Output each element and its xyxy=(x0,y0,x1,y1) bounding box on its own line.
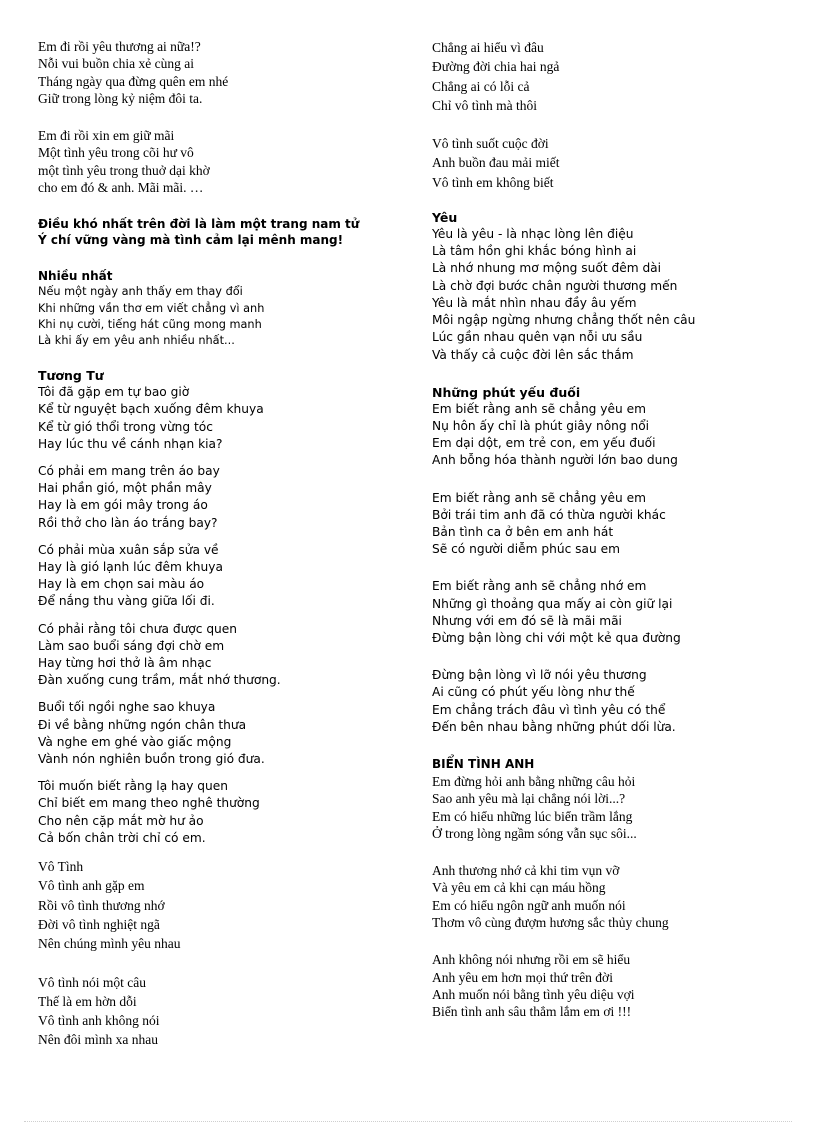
poem-line: Đừng bận lòng vì lỡ nói yêu thương xyxy=(432,668,647,683)
poem-line: Là khi ấy em yêu anh nhiều nhất... xyxy=(38,333,235,347)
poem-line: Em chẳng trách đâu vì tình yêu có thể xyxy=(432,702,666,717)
poem-line: Biển tình anh sâu thẳm lắm em ơi !!! xyxy=(432,1004,632,1020)
poem-line: Hai phần gió, một phần mây xyxy=(38,481,212,496)
poem-title: BIỂN TÌNH ANH xyxy=(432,756,535,771)
poem-line: Bởi trái tim anh đã có thừa người khác xyxy=(432,507,666,522)
poem-line: Làm sao buổi sáng đợi chờ em xyxy=(38,638,225,653)
poem-line: Em đi rồi yêu thương ai nữa!? xyxy=(38,39,201,54)
poem-line: Bản tình ca ở bên em anh hát xyxy=(432,524,614,539)
poem-line: Môi ngập ngừng nhưng chẳng thốt nên câu xyxy=(432,313,696,328)
poem-line: Em có hiểu những lúc biển trầm lắng xyxy=(432,808,633,824)
poem-line: Giữ trong lòng kỷ niệm đôi ta. xyxy=(38,90,203,106)
poem-line: Hay là gió lạnh lúc đêm khuya xyxy=(38,560,223,575)
poem-line: Và yêu em cả khi cạn máu hồng xyxy=(432,880,606,896)
poem-line: Tháng ngày qua đừng quên em nhé xyxy=(38,73,229,89)
poem-line: Anh buồn đau mải miết xyxy=(432,155,560,171)
poem-line: Vành nón nghiên buồn trong gió đưa. xyxy=(38,752,265,767)
poem-line: Hay là em gói mây trong áo xyxy=(38,498,208,513)
poem-line: Rồi thở cho làn áo trắng bay? xyxy=(38,515,218,530)
poem-vo-tinh xyxy=(38,857,418,1050)
poem-line: Có phải mùa xuân sắp sửa về xyxy=(38,542,219,557)
poem-line: Anh thương nhớ cả khi tim vụn vỡ xyxy=(432,863,620,879)
poem-line: Hay từng hơi thở là âm nhạc xyxy=(38,656,212,671)
poem-line: Có phải rằng tôi chưa được quen xyxy=(38,621,238,636)
poem-line: Em có hiểu ngôn ngữ anh muốn nói xyxy=(432,897,626,913)
poem-line: Nỗi vui buồn chia xẻ cùng ai xyxy=(38,56,194,72)
poem-vo-tinh-continued xyxy=(432,38,802,192)
poem-line: Và nghe em ghé vào giấc mộng xyxy=(38,734,232,749)
poem-line: Nhưng với em đó sẽ là mãi mãi xyxy=(432,613,622,628)
poem-line: Là tâm hồn ghi khắc bóng hình ai xyxy=(432,244,637,259)
poem-line: Yêu là mắt nhìn nhau đầy âu yếm xyxy=(432,295,637,310)
poem-nhieu-nhat xyxy=(38,268,418,349)
poem-line: Buổi tối ngồi nghe sao khuya xyxy=(38,700,216,715)
poem-line: Em biết rằng anh sẽ chẳng nhớ em xyxy=(432,579,647,594)
stanza-em-di-roi-2 xyxy=(38,127,418,196)
right-column xyxy=(432,38,802,1021)
poem-line: Vô tình em không biết xyxy=(432,174,554,190)
poem-line: Yêu là yêu - là nhạc lòng lên điệu xyxy=(432,227,634,242)
quote-block xyxy=(38,216,418,248)
poem-bien-tinh-anh xyxy=(432,756,802,1021)
poem-line: Lúc gần nhau quên vạn nỗi ưu sầu xyxy=(432,330,643,345)
poem-line: một tình yêu trong thuở dại khờ xyxy=(38,162,210,178)
poem-line: Thơm vô cùng đượm hương sắc thủy chung xyxy=(432,915,669,931)
poem-line: Tôi đã gặp em tự bao giờ xyxy=(38,385,190,400)
poem-nhung-phut-yeu-duoi xyxy=(432,384,802,736)
left-column xyxy=(38,38,418,1050)
quote-line: Ý chí vững vàng mà tình cảm lại mênh mang! xyxy=(38,233,344,248)
poem-yeu xyxy=(432,209,802,364)
poem-line: Em biết rằng anh sẽ chẳng yêu em xyxy=(432,401,646,416)
poem-line: Em đừng hỏi anh bằng những câu hỏi xyxy=(432,773,636,789)
poem-line: cho em đó & anh. Mãi mãi. … xyxy=(38,180,204,196)
poem-line: Ở trong lòng ngầm sóng vẫn sục sôi... xyxy=(432,825,637,841)
poem-line: Một tình yêu trong cõi hư vô xyxy=(38,145,194,161)
poem-line: Anh bỗng hóa thành người lớn bao dung xyxy=(432,453,678,468)
poem-line: Là chờ đợi bước chân người thương mến xyxy=(432,278,678,293)
poem-line: Nên chúng mình yêu nhau xyxy=(38,936,181,952)
poem-line: Đừng bận lòng chi với một kẻ qua đường xyxy=(432,630,681,645)
poem-line: Sao anh yêu mà lại chẳng nói lời...? xyxy=(432,791,626,807)
poem-line: Kể từ nguyệt bạch xuống đêm khuya xyxy=(38,402,264,417)
poem-line: Hay lúc thu về cánh nhạn kia? xyxy=(38,436,223,451)
poem-line: Nên đôi mình xa nhau xyxy=(38,1032,158,1048)
poem-line: Em đi rồi xin em giữ mãi xyxy=(38,128,175,144)
poem-line: Cho nên cặp mắt mờ hư ảo xyxy=(38,813,204,828)
poem-line: Chẳng ai có lỗi cả xyxy=(432,78,530,94)
poem-line: Anh yêu em hơn mọi thứ trên đời xyxy=(432,969,613,985)
poem-line: Tôi muốn biết rằng lạ hay quen xyxy=(38,779,228,794)
page-bottom-divider xyxy=(24,1121,792,1122)
poem-line: Nếu một ngày anh thấy em thay đổi xyxy=(38,285,243,299)
poem-line: Có phải em mang trên áo bay xyxy=(38,464,220,478)
poem-line: Chỉ vô tình mà thôi xyxy=(432,97,538,113)
poem-line: Đời vô tình nghiệt ngã xyxy=(38,916,160,932)
poem-line: Đàn xuống cung trầm, mắt nhớ thương. xyxy=(38,673,281,688)
poem-line: Ai cũng có phút yếu lòng như thế xyxy=(432,685,635,700)
poem-line: Vô tình suốt cuộc đời xyxy=(432,136,549,152)
quote-line: Điều khó nhất trên đời là làm một trang nam tử xyxy=(38,217,360,232)
poem-title: Vô Tình xyxy=(38,859,84,875)
poem-line: Chỉ biết em mang theo nghê thường xyxy=(38,796,260,811)
poem-line: Cả bốn chân trời chỉ có em. xyxy=(38,830,206,845)
poem-line: Chẳng ai hiểu vì đâu xyxy=(432,40,544,55)
poem-line: Đến bên nhau bằng những phút dối lừa. xyxy=(432,719,676,734)
poem-title: Tương Tư xyxy=(38,368,104,384)
poem-line: Là nhớ nhung mơ mộng suốt đêm dài xyxy=(432,261,662,276)
poem-line: Vô tình nói một câu xyxy=(38,974,146,990)
poem-line: Sẽ có người diễm phúc sau em xyxy=(432,542,620,557)
poem-line: Anh không nói nhưng rồi em sẽ hiểu xyxy=(432,952,631,968)
poem-line: Hay là em chọn sai màu áo xyxy=(38,577,205,592)
poem-line: Em dại dột, em trẻ con, em yếu đuối xyxy=(432,436,656,451)
poem-line: Vô tình anh không nói xyxy=(38,1013,160,1029)
poem-line: Nụ hôn ấy chỉ là phút giây nông nổi xyxy=(432,418,650,433)
poem-line: Vô tình anh gặp em xyxy=(38,878,145,894)
poem-line: Khi những vần thơ em viết chẳng vì anh xyxy=(38,301,265,315)
poem-line: Và thấy cả cuộc đời lên sắc thắm xyxy=(432,347,634,362)
poem-line: Đi về bằng những ngón chân thưa xyxy=(38,717,247,732)
stanza-em-di-roi-1 xyxy=(38,38,418,107)
poem-line: Những gì thoảng qua mấy ai còn giữ lại xyxy=(432,596,673,611)
poem-line: Đường đời chia hai ngả xyxy=(432,59,560,75)
poem-line: Em biết rằng anh sẽ chẳng yêu em xyxy=(432,490,646,505)
poem-line: Rồi vô tình thương nhớ xyxy=(38,897,165,913)
poem-title: Nhiều nhất xyxy=(38,269,113,284)
poem-line: Thế là em hờn dỗi xyxy=(38,993,137,1009)
poem-line: Anh muốn nói bằng tình yêu diệu vợi xyxy=(432,986,635,1002)
poem-title: Yêu xyxy=(432,210,458,226)
poem-tuong-tu xyxy=(38,367,418,847)
poem-title: Những phút yếu đuối xyxy=(432,384,581,400)
poem-line: Để nắng thu vàng giữa lối đi. xyxy=(38,594,215,609)
poem-line: Kể từ gió thổi trong vừng tóc xyxy=(38,419,213,434)
poem-line: Khi nụ cười, tiếng hát cũng mong manh xyxy=(38,317,262,331)
